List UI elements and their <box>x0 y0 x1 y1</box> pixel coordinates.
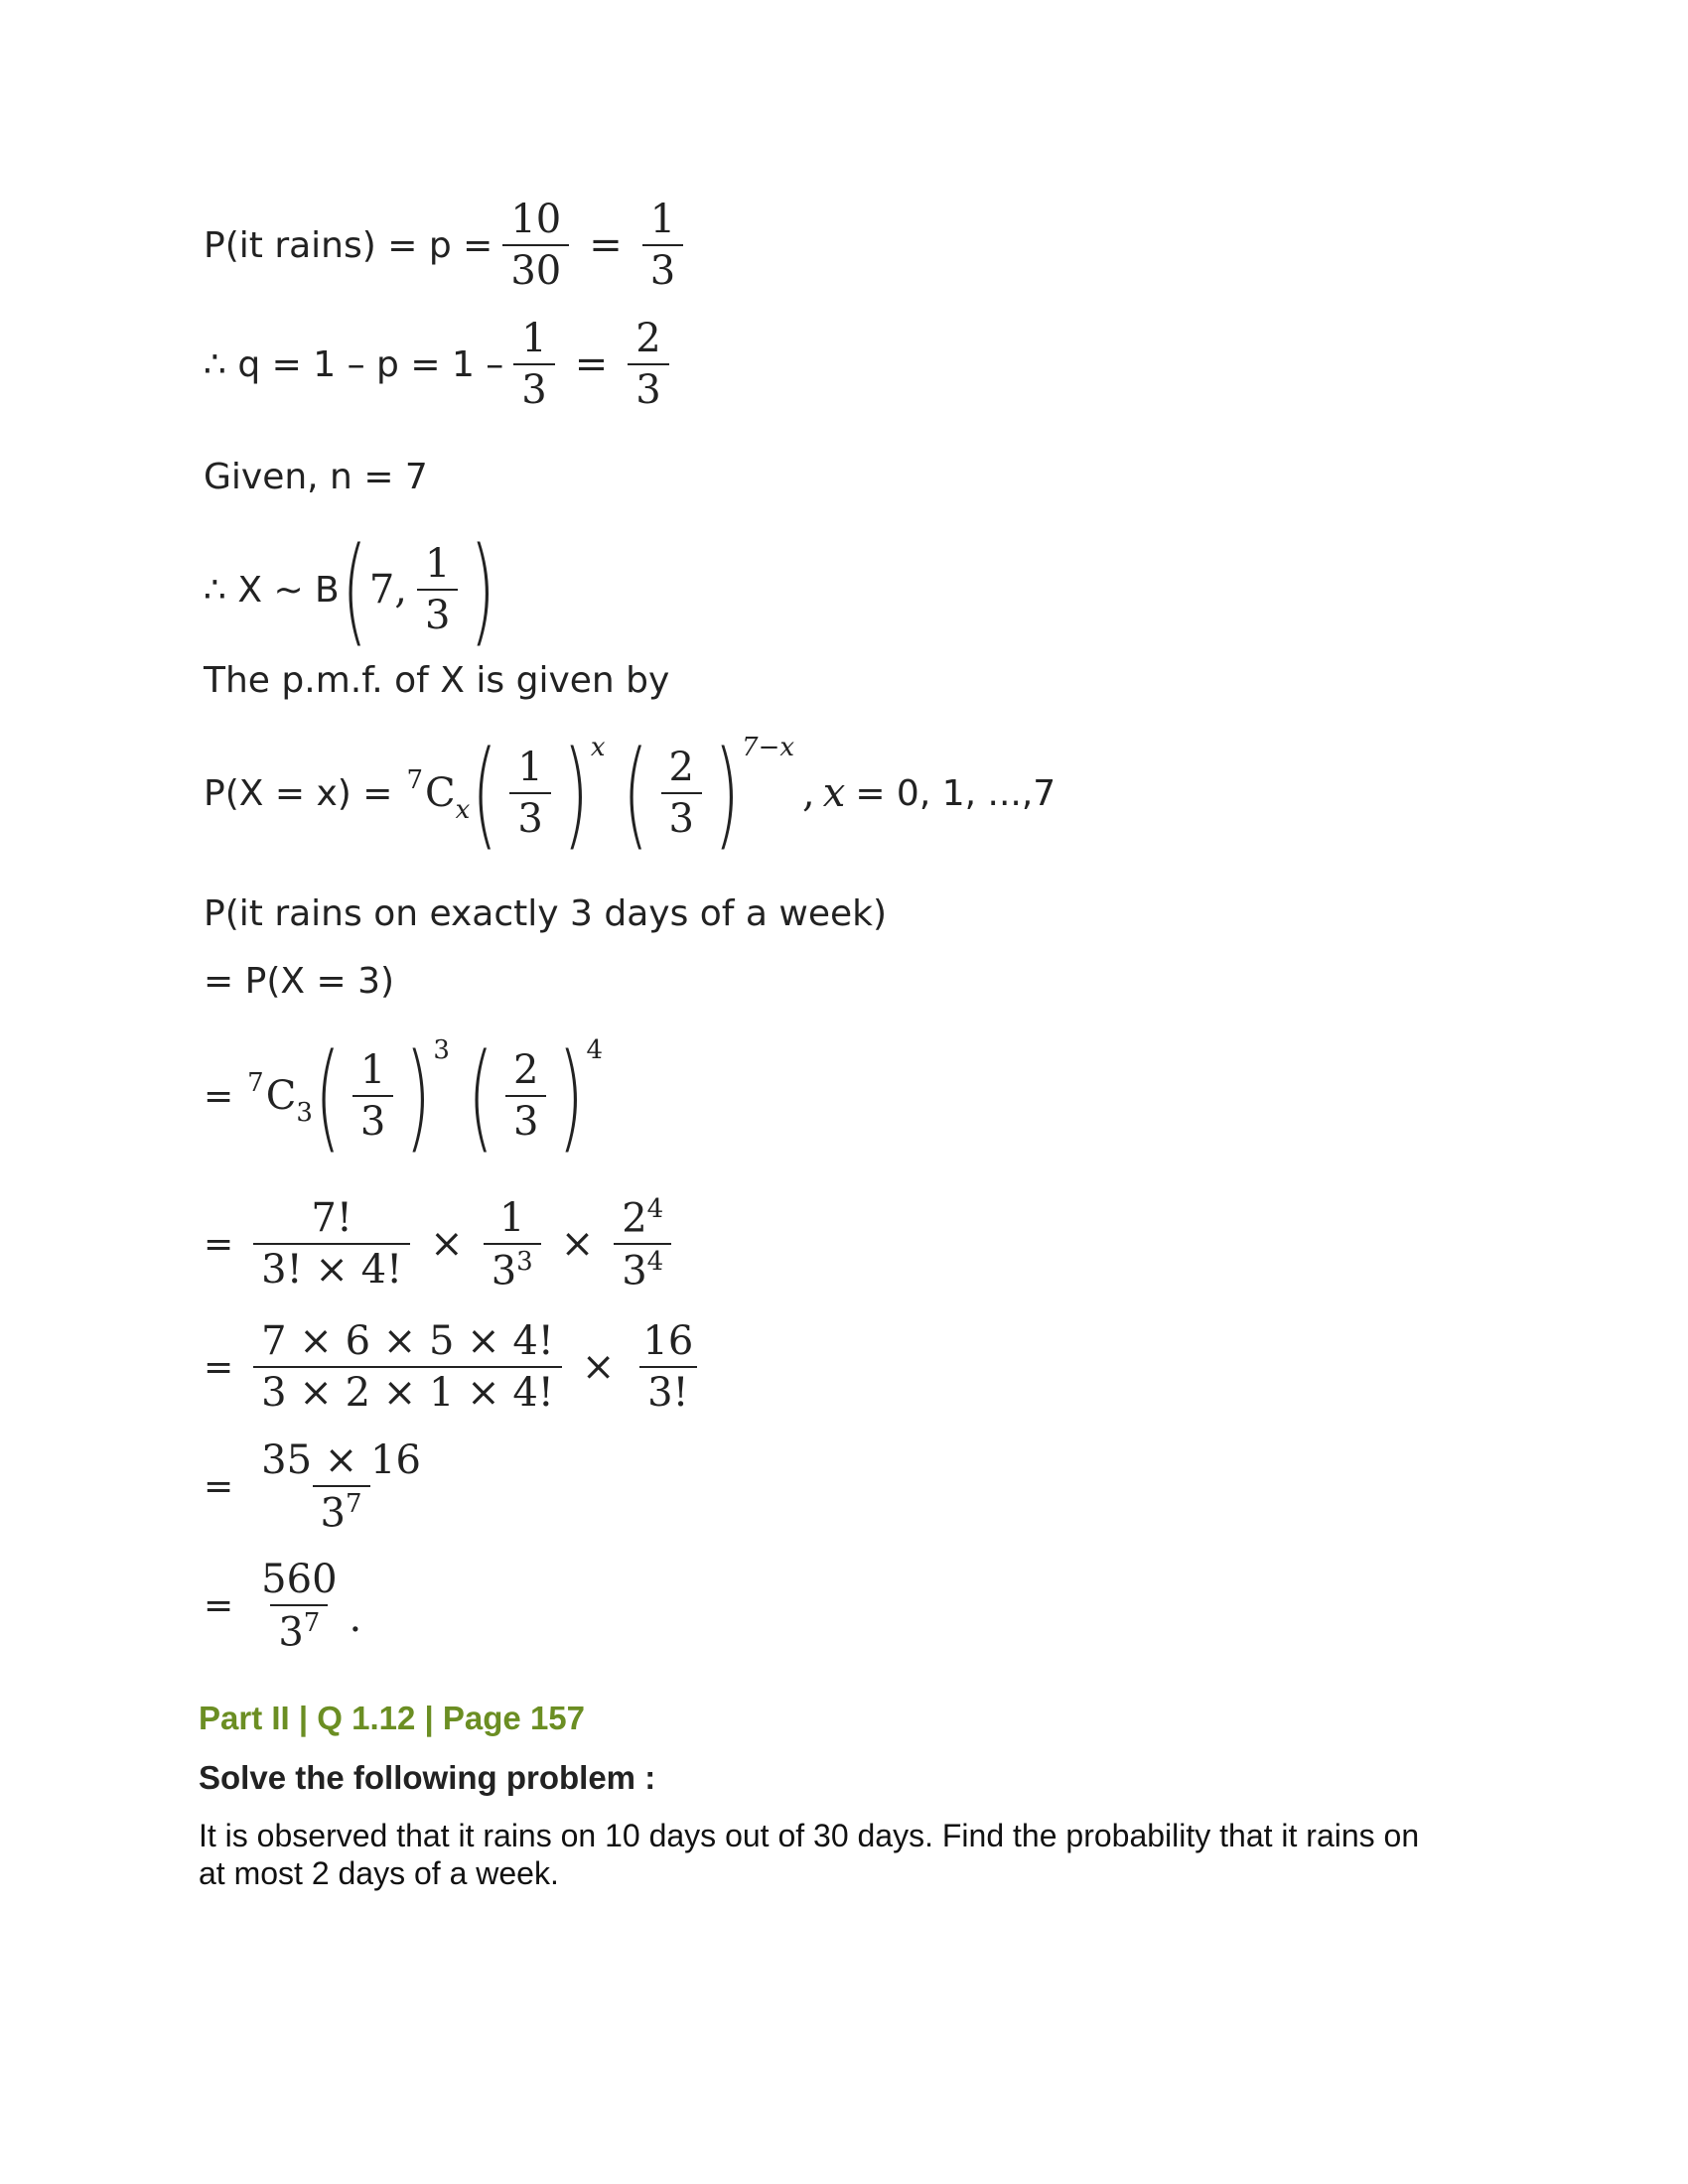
right-paren: ) <box>405 1027 432 1164</box>
fraction: $\frac{10}{30}$ <box>502 199 569 292</box>
fraction: $\frac{1}{3}$ <box>642 199 683 292</box>
pmf-intro: The p.m.f. of X is given by <box>204 660 670 701</box>
left-paren: ( <box>472 725 497 862</box>
fraction: $\frac{35 \times 16}{3^7}$ <box>261 1437 421 1537</box>
question-text-line-2: at most 2 days of a week. <box>199 1855 559 1891</box>
equals-sign: = <box>574 341 609 387</box>
right-paren: ) <box>563 725 589 862</box>
combination: $^7C_3$ <box>247 1068 313 1128</box>
exponent: 7−x <box>742 733 795 762</box>
fraction: $\frac{7 \times 6 \times 5 \times 4!}{3 \times 2 \times 1 \times 4!}$ <box>253 1320 562 1414</box>
final-answer: = $\frac{560}{3^7}$ . <box>204 1557 362 1656</box>
fraction: $\frac{1}{3}$ <box>417 543 458 636</box>
question-heading: Part II | Q 1.12 | Page 157 <box>199 1700 586 1736</box>
fraction: $\frac{2}{3}$ <box>628 318 668 411</box>
equals-sign: = <box>589 222 623 268</box>
fraction: $\frac{1}{3^3}$ <box>484 1197 541 1292</box>
right-paren: ) <box>714 725 740 862</box>
binomial-substitution: = $^7C_3$ ( $\frac{1}{3}$ ) 3 ( $\frac{2}{3}$ ) 4 <box>204 1027 604 1164</box>
fraction: $\frac{1}{3}$ <box>352 1049 393 1143</box>
exponent: 4 <box>586 1035 604 1065</box>
right-paren: ) <box>558 1027 585 1164</box>
fraction: $\frac{2}{3}$ <box>505 1049 546 1143</box>
fraction: $\frac{1}{3}$ <box>513 318 554 411</box>
fraction: $\frac{2^4}{3^4}$ <box>614 1196 671 1293</box>
times-sign: × <box>560 1221 595 1268</box>
px-equals-3: = P(X = 3) <box>204 961 395 1002</box>
equation-lhs: P(it rains) = p = <box>204 224 493 266</box>
factorial-expansion: = $\frac{7!}{3! \times 4!}$ × $\frac{1}{3^3}$ × $\frac{2^4}{3^4}$ <box>204 1196 681 1293</box>
combination: $^7C_x$ <box>406 765 471 825</box>
equation-lhs: ∴ q = 1 – p = 1 – <box>204 343 504 385</box>
right-paren: ) <box>470 521 496 658</box>
pmf-formula: P(X = x) = $^7C_x$ ( $\frac{1}{3}$ ) x ( $\frac{2}{3}$ ) 7−x , x = 0, 1, ...,7 <box>204 725 1056 862</box>
question-instruction: Solve the following problem : <box>199 1759 656 1796</box>
binomial-distribution: ∴ X ~ B ( 7, $\frac{1}{3}$ ) <box>204 521 496 658</box>
times-sign: × <box>581 1344 616 1390</box>
product-step: = $\frac{35 \times 16}{3^7}$ <box>204 1439 439 1534</box>
given-n: Given, n = 7 <box>204 457 428 497</box>
target-probability: P(it rains on exactly 3 days of a week) <box>204 893 888 934</box>
fraction: $\frac{560}{3^7}$ <box>261 1557 338 1656</box>
exponent: x <box>590 733 606 762</box>
exponent: 3 <box>433 1035 450 1065</box>
fraction: $\frac{1}{3}$ <box>509 747 550 840</box>
fraction: $\frac{2}{3}$ <box>661 747 702 840</box>
fraction: $\frac{16}{3!}$ <box>634 1320 701 1414</box>
left-paren: ( <box>623 725 649 862</box>
equation-q <box>204 318 679 411</box>
times-sign: × <box>430 1221 464 1268</box>
question-text-line-1: It is observed that it rains on 10 days out of 30 days. Find the probability that it rains on <box>199 1818 1420 1853</box>
fraction: $\frac{7!}{3! \times 4!}$ <box>253 1197 410 1291</box>
equation-p-it-rains <box>204 199 693 292</box>
left-paren: ( <box>315 1027 341 1164</box>
left-paren: ( <box>342 521 367 658</box>
factorial-simplification: = $\frac{7 \times 6 \times 5 \times 4!}{3 \times 2 \times 1 \times 4!}$ × $\frac{16}{3!}$ <box>204 1320 711 1414</box>
left-paren: ( <box>468 1027 493 1164</box>
